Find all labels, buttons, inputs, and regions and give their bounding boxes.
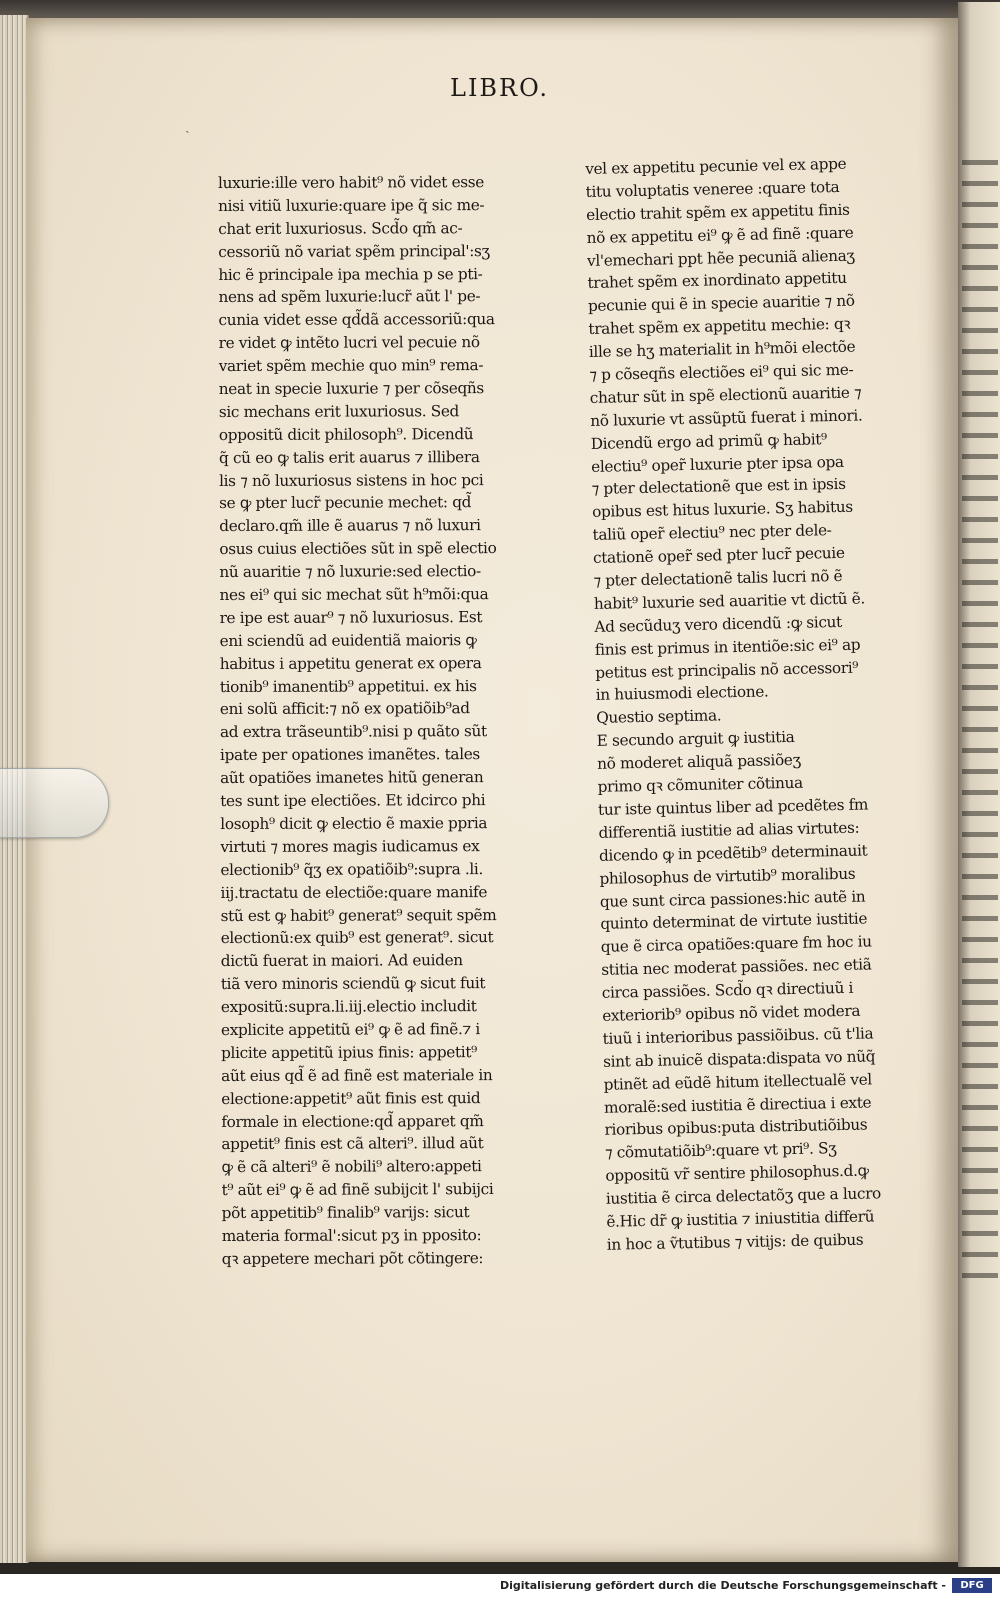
text-line: electionib⁹ q̃ʒ ex opatiõib⁹:supra .li. [220, 859, 483, 879]
text-line: dictũ fuerat in maiori. Ad euiden [220, 951, 463, 971]
text-line: Questio septima. [596, 706, 722, 728]
text-line: eni sciendũ ad euidentiã maioris ꝙ [219, 630, 477, 650]
text-line: lis ⁊ nõ luxuriosus sistens in hoc pci [219, 470, 484, 490]
text-line: cunia videt esse qd̃dã accessoriũ:qua [218, 310, 495, 330]
text-line: sint ab inuicẽ dispata:dispata vo nũq̃ [602, 1047, 876, 1071]
text-line: habitus i appetitu generat ex opera [219, 653, 482, 673]
text-line: moralẽ:sed iustitia ẽ directiua i exte [603, 1092, 872, 1117]
text-line: electiu⁹ oper̃ luxurie pter ipsa opa [591, 452, 844, 476]
text-line: hic ẽ principale ipa mechia p se pti- [218, 264, 483, 284]
text-line: taliũ oper̃ electiu⁹ nec pter dele- [592, 521, 832, 545]
text-line: iustitia ẽ circa delectatõʒ que a lucro [605, 1184, 882, 1208]
text-line: nõ luxurie vt assũptũ fuerat i minori. [590, 406, 863, 430]
text-line: põt appetitib⁹ finalib⁹ varijs: sicut [221, 1203, 470, 1223]
digitization-footer [0, 1574, 1000, 1598]
text-line: tes sunt ipe electiões. Et idcirco phi [220, 791, 486, 811]
text-line: exteriorib⁹ opibus nõ videt modera [602, 1001, 861, 1025]
text-line: titu voluptatis veneree :quare tota [585, 177, 840, 201]
text-line: oppositũ vr̃ sentire philosophus.d.ꝙ [605, 1161, 869, 1185]
text-line: sic mechans erit luxuriosus. Sed [218, 402, 460, 421]
text-line: ⁊ cõmutatiõib⁹:quare vt pri⁹. Sʒ [604, 1139, 837, 1163]
text-line: tur iste quintus liber ad pcedẽtes fm [597, 795, 869, 819]
text-line: circa passiões. Scd̃o qꝛ directiuũ i [601, 978, 854, 1002]
text-line: rioribus opibus:puta distributiõibus [604, 1115, 868, 1140]
text-line: Ad secũduʒ vero dicendũ :ꝙ sicut [594, 612, 843, 636]
text-line: nũ auaritie ⁊ nõ luxurie:sed electio- [219, 562, 481, 582]
text-line: quinto determinat de virtute iustitie [600, 909, 868, 934]
text-line: formale in electione:qd̃ apparet qm̃ [221, 1111, 484, 1131]
text-line: que ẽ circa opatiões:quare fm hoc iu [600, 932, 872, 957]
text-line: pecunie qui ẽ in specie auaritie ⁊ nõ [587, 291, 855, 316]
text-line: Dicendũ ergo ad primũ ꝙ habit⁹ [590, 429, 828, 453]
text-line: t⁹ aũt ei⁹ ꝙ ẽ ad finẽ subijcit l' subijci [221, 1180, 494, 1200]
text-line: vel ex appetitu pecunie vel ex appe [585, 154, 847, 178]
text-line: aũt opatiões imanetes hitũ generan [220, 768, 484, 788]
text-line: ad extra trãseuntib⁹.nisi p quãto sũt [219, 722, 487, 742]
text-line: chatur sũt in spẽ electionũ auaritie ⁊ [589, 383, 862, 407]
text-line: philosophus de virtutib⁹ moralibus [599, 864, 856, 888]
text-line: stitia nec moderat passiões. nec etiã [601, 955, 872, 980]
text-line: nens ad spẽm luxurie:lucr̃ aũt l' pe- [218, 287, 481, 307]
text-line: eni solũ afficit:⁊ nõ ex opatiõib⁹ad [219, 699, 470, 719]
text-line: dicendo ꝙ in pcedẽtib⁹ determinauit [598, 841, 868, 865]
text-line: in huiusmodi electione. [595, 682, 769, 705]
running-head: LIBRO. [450, 74, 550, 102]
text-line: oppositũ dicit philosoph⁹. Dicendũ [218, 424, 474, 444]
text-line: finis est primus in itentiõe:sic ei⁹ ap [594, 635, 861, 659]
text-line: ⁊ pter delectationẽ talis lucri nõ ẽ [593, 566, 843, 590]
text-line: ꝙ ẽ cã alteri⁹ ẽ nobili⁹ altero:appeti [221, 1157, 482, 1177]
facing-page-edge [958, 2, 1000, 1567]
text-line: habit⁹ luxurie sed auaritie vt dictũ ẽ. [593, 589, 866, 613]
text-line: explicite appetitũ ei⁹ ꝙ ẽ ad finẽ.⁊ i [220, 1020, 480, 1039]
text-line: materia formal':sicut pʒ in pposito: [221, 1226, 482, 1245]
text-line: electio trahit spẽm ex appetitu finis [585, 200, 850, 224]
text-line: petitus est principalis nõ accessori⁹ [595, 658, 859, 682]
dfg-logo: DFG [952, 1578, 992, 1593]
text-line: que sunt circa passiones:hic autẽ in [599, 887, 866, 911]
text-line: aũt eius qd̃ ẽ ad finẽ est materiale in [221, 1065, 493, 1085]
text-line: trahet spẽm ex inordinato appetitu [587, 269, 847, 293]
text-line: declaro.qm̃ ille ẽ auarus ⁊ nõ luxuri [219, 516, 481, 536]
text-line: electione:appetit⁹ aũt finis est quid [221, 1088, 481, 1108]
text-line: losoph⁹ dicit ꝙ electio ẽ maxie ppria [220, 814, 488, 833]
text-line: ipate per opationes imanẽtes. tales [220, 745, 480, 765]
text-line: qꝛ appetere mechari põt cõtingere: [221, 1248, 484, 1268]
text-line: tionib⁹ imanentib⁹ appetitui. ex his [219, 676, 477, 696]
text-line: luxurie:ille vero habit⁹ nõ videt esse [218, 173, 484, 192]
text-line: electionũ:ex quib⁹ est generat⁹. sicut [220, 928, 494, 948]
text-line: osus cuius electiões sũt in spẽ electio [219, 539, 497, 559]
text-line: tiuũ i interioribus passiõibus. cũ t'lia [602, 1024, 874, 1048]
text-line: ille se hʒ materialit in h⁹mõi electõe [588, 337, 856, 362]
text-line: re videt ꝙ intẽto lucri vel pecuie nõ [218, 333, 480, 353]
text-line: ⁊ p cõseqñs electiões ei⁹ qui sic me- [589, 360, 854, 384]
text-line: plicite appetitũ ipius finis: appetit⁹ [221, 1042, 477, 1062]
page-mark: ˏ [185, 118, 190, 134]
text-line: tiã vero minoris sciendũ ꝙ sicut fuit [220, 974, 486, 994]
right-text-column [585, 152, 912, 1257]
text-line: cessoriũ nõ variat spẽm principal':sʒ [218, 241, 490, 261]
footer-credit: Digitalisierung gefördert durch die Deutsche Forschungsgemeinschaft - [499, 1579, 946, 1592]
text-line: stũ est ꝙ habit⁹ generat⁹ sequit spẽm [220, 905, 497, 925]
text-line: q̃ cũ eo ꝙ talis erit auarus ⁊ illibera [218, 447, 480, 467]
left-text-column [218, 171, 527, 1271]
text-line: nõ ex appetitu ei⁹ ꝙ ẽ ad finẽ :quare [586, 223, 854, 247]
text-line: vl'emechari ppt hẽe pecuniã alienaʒ [586, 246, 855, 270]
text-line: ptinẽt ad eũdẽ hitum itellectualẽ vel [603, 1070, 873, 1094]
text-line: ctationẽ oper̃ sed pter lucr̃ pecuie [592, 544, 845, 568]
text-line: in hoc a ṽtutibus ⁊ vitijs: de quibus [606, 1230, 864, 1254]
text-line: neat in specie luxurie ⁊ per cõseqñs [218, 379, 484, 399]
text-line: variet spẽm mechie quo min⁹ rema- [218, 356, 484, 376]
text-line: nõ moderet aliquã passiõeʒ [596, 750, 802, 774]
bookmark-tab [0, 768, 109, 838]
text-line: expositũ:supra.li.iij.electio includit [220, 997, 477, 1017]
text-line: differentiã iustitie ad alias virtutes: [598, 818, 860, 842]
text-line: trahet spẽm ex appetitu mechie: qꝛ [588, 314, 851, 339]
text-line: opibus est hitus luxurie. Sʒ habitus [591, 498, 853, 522]
text-line: ⁊ pter delectationẽ que est in ipsis [591, 475, 846, 499]
text-line: appetit⁹ finis est cã alteri⁹. illud aũt [221, 1134, 484, 1154]
text-line: nes ei⁹ qui sic mechat sũt h⁹mõi:qua [219, 585, 489, 605]
text-line: primo qꝛ cõmuniter cõtinua [597, 773, 804, 796]
text-line: iij.tractatu de electiõe:quare manife [220, 882, 488, 902]
text-line: E secundo arguit ꝙ iustitia [596, 728, 795, 751]
text-line: nisi vitiũ luxurie:quare ipe q̃ sic me- [218, 195, 485, 215]
text-line: ẽ.Hic dr̃ ꝙ iustitia ⁊ iniustitia differũ [606, 1207, 875, 1231]
text-line: virtuti ⁊ mores magis iudicamus ex [220, 836, 480, 856]
text-line: chat erit luxuriosus. Scd̃o qm̃ ac- [218, 218, 463, 238]
text-line: re ipe est auar⁹ ⁊ nõ luxuriosus. Est [219, 608, 483, 627]
text-line: se ꝙ pter lucr̃ pecunie mechet: qd̃ [219, 493, 472, 513]
